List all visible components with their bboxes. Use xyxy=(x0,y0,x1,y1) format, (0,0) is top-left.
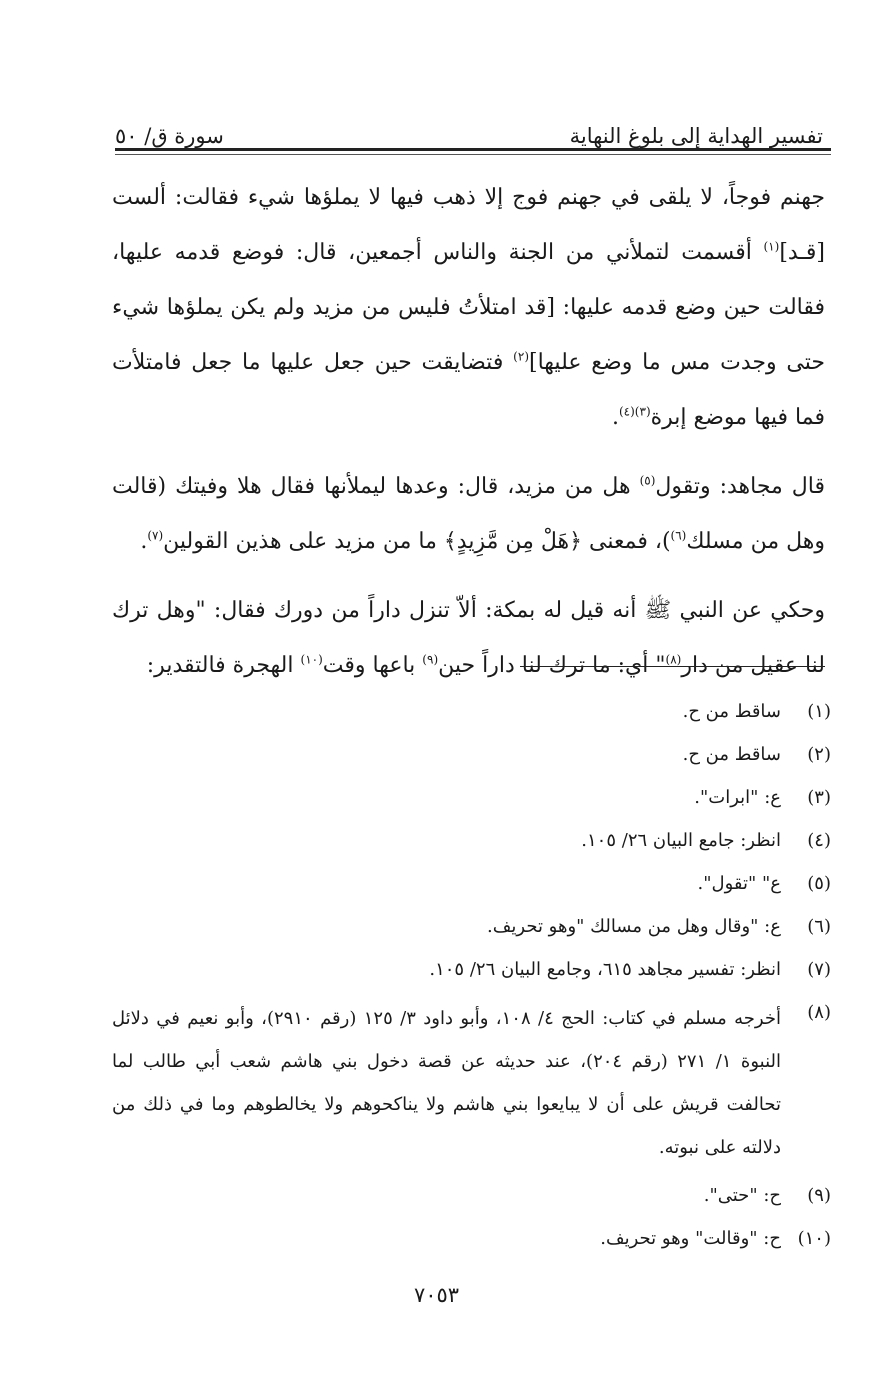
text-run: أقسمت لتملأني من الجنة والناس أجمعين، قال: فوضع قدمه عليها، فقالت حين وضع قدمه عليها: [قد امتلأتُ فليس من مزيد ولم يكن يملؤها شيء حتى وجدت مس ما وضع عليها] xyxy=(112,240,825,375)
footnote-text: انظر: جامع البيان ٢٦/ ١٠٥. xyxy=(581,830,781,851)
text-run: قال مجاهد: وتقول xyxy=(655,474,825,499)
footnote xyxy=(112,1180,831,1212)
footnote-text: ساقط من ح. xyxy=(682,701,781,722)
text-run: )، فمعنى ﴿هَلْ مِن مَّزِيدٍ﴾ ما من مزيد على هذين القولين xyxy=(163,529,671,554)
footnote xyxy=(112,868,831,900)
footnote-number: (٣) xyxy=(807,787,831,808)
header-rule-thin xyxy=(115,154,831,155)
footnote xyxy=(112,954,831,986)
footnote-number: (١) xyxy=(807,701,831,722)
footnote xyxy=(112,911,831,943)
text-run: " أي: ما ترك لنا داراً حين xyxy=(438,653,666,678)
footnote-text: أخرجه مسلم في كتاب: الحج ٤/ ١٠٨، وأبو داود ٣/ ١٢٥ (رقم ٢٩١٠)، وأبو نعيم في دلائل النبوة ١/ ٢٧١ (رقم ٢٠٤)، عند حديثه عن قصة دخول بني هاشم شعب أبي طالب لما تحالفت قريش على أن لا يبايعوا بني هاشم ولا يناكحوهم ولا يخالطوهم وما في ذلك من دلالته على نبوته. xyxy=(112,1008,781,1158)
footnote-marker: (١) xyxy=(763,239,780,254)
footnote xyxy=(112,825,831,857)
footnote-number: (٩) xyxy=(807,1185,831,1206)
footnote xyxy=(112,1223,831,1255)
paragraph xyxy=(112,170,825,445)
main-text xyxy=(112,170,825,707)
footnote-text: ح: "حتى". xyxy=(703,1185,781,1206)
book-title: تفسير الهداية إلى بلوغ النهاية xyxy=(569,124,823,148)
footnote-number: (٨) xyxy=(807,1002,831,1023)
footnote xyxy=(112,739,831,771)
footnote-separator xyxy=(520,666,825,667)
text-run: باعها وقت xyxy=(322,653,423,678)
footnote xyxy=(112,997,831,1169)
footnote-number: (١٠) xyxy=(797,1228,831,1249)
footnote-marker: (٧) xyxy=(147,528,164,543)
footnote-text: ح: "وقالت" وهو تحريف. xyxy=(600,1228,781,1249)
surah-label: سورة ق/ ٥٠ xyxy=(115,124,224,148)
text-run: هل من مزيد، قال: وعدها ليملأنها فقال هلا وفيتك (قالت وهل من مسلك xyxy=(112,474,825,554)
footnote-number: (٧) xyxy=(807,959,831,980)
footnote-marker: (٢) xyxy=(513,349,529,364)
footnote xyxy=(112,782,831,814)
footnote-marker: (١٠) xyxy=(300,652,323,667)
footnote xyxy=(112,696,831,728)
paragraph xyxy=(112,459,825,569)
running-header xyxy=(115,108,823,148)
footnote-number: (٦) xyxy=(807,916,831,937)
footnote-number: (٥) xyxy=(807,873,831,894)
text-run: وحكي عن النبي ﷺ أنه قيل له بمكة: ألاّ تنزل داراً من دورك فقال: "وهل ترك لنا عقيل من دار xyxy=(112,598,825,678)
text-run: . xyxy=(140,529,148,554)
footnote-marker: (٣)(٤) xyxy=(618,404,651,419)
footnote-text: ع" "تقول". xyxy=(697,873,781,894)
footnote-number: (٤) xyxy=(807,830,831,851)
footnotes xyxy=(112,696,831,1266)
footnote-text: ع: "ابرات". xyxy=(694,787,781,808)
footnote-marker: (٩) xyxy=(422,652,439,667)
footnote-marker: (٨) xyxy=(665,652,682,667)
text-run: الهجرة فالتقدير: xyxy=(146,653,301,678)
footnote-text: ساقط من ح. xyxy=(682,744,781,765)
text-run: . xyxy=(611,405,619,430)
text-run: فتضايقت حين جعل عليها ما جعل فامتلأت فما فيها موضع إبرة xyxy=(112,350,825,430)
paragraph xyxy=(112,583,825,693)
footnote-number: (٢) xyxy=(807,744,831,765)
footnote-marker: (٦) xyxy=(670,528,687,543)
page-number: ٧٠٥٣ xyxy=(413,1283,460,1307)
text-run: جهنم فوجاً، لا يلقى في جهنم فوج إلا ذهب فيها لا يملؤها شيء فقالت: ألست [قـد] xyxy=(112,185,826,265)
footnote-text: ع: "وقال وهل من مسالك "وهو تحريف. xyxy=(487,916,781,937)
header-rule xyxy=(115,148,831,151)
footnote-text: انظر: تفسير مجاهد ٦١٥، وجامع البيان ٢٦/ ١٠٥. xyxy=(429,959,781,980)
footnote-marker: (٥) xyxy=(639,473,656,488)
